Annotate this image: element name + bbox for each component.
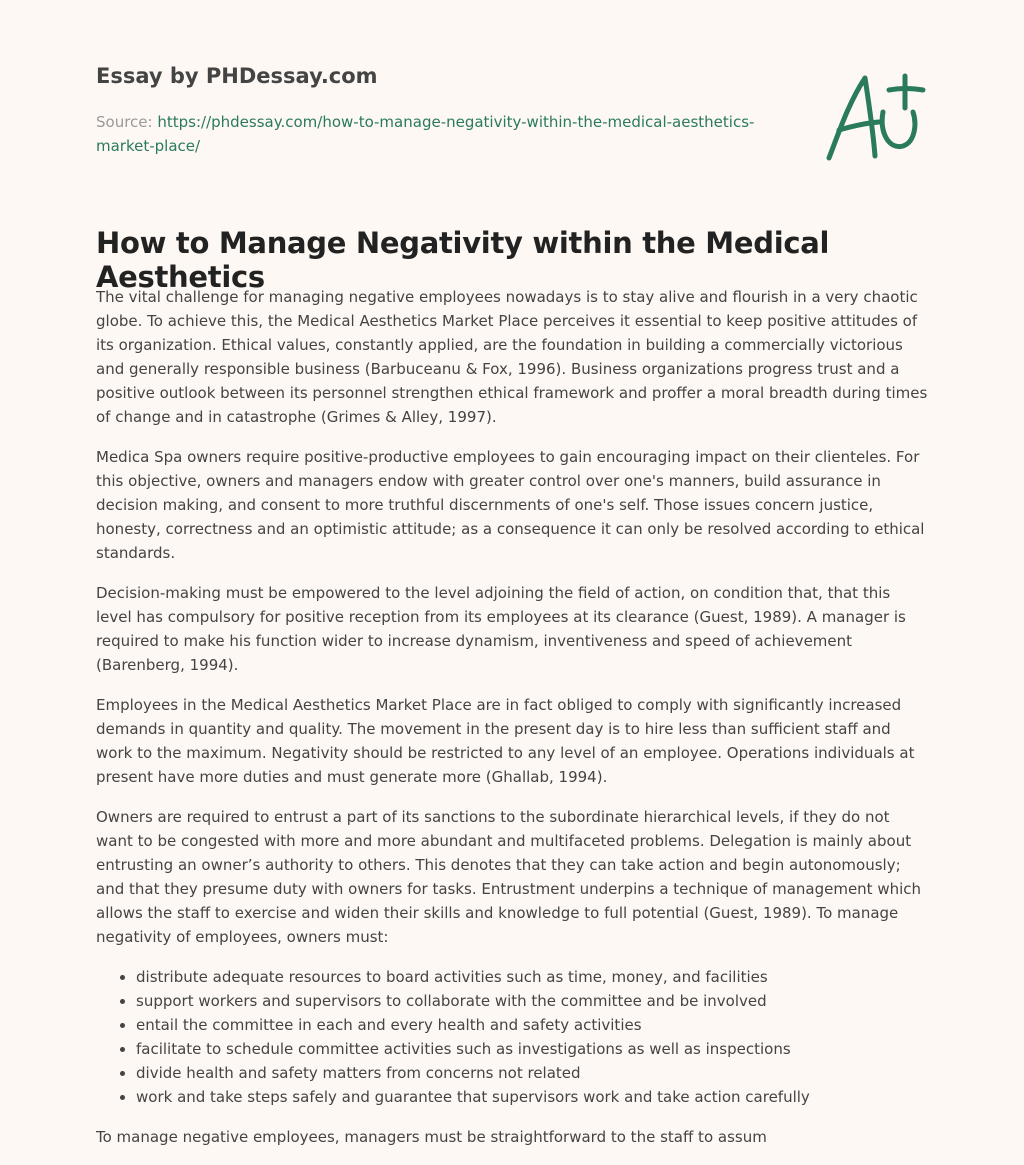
paragraph: The vital challenge for managing negative employees nowadays is to stay alive and flourish in a very chaotic globe. To achieve this, the Medical Aesthetics Market Place perceives it essential to keep positive attitudes of its organization. Ethical values, constantly applied, are the foundation in building a commercially victorious and generally responsible business (Barbuceanu & Fox, 1996). Business organizations progress trust and a positive outlook between its personnel strengthen ethical framework and proffer a moral breadth during times of change and in catastrophe (Grimes & Alley, 1997). — [96, 288, 928, 426]
list-item: • facilitate to schedule committee activities such as investigations as well as inspections — [136, 1037, 930, 1061]
paragraph: Owners are required to entrust a part of its sanctions to the subordinate hierarchical levels, if they do not want to be congested with more and more abundant and multifaceted problems. Delegation is mainly about entrusting an owner’s authority to others. This denotes that they can take action and begin autonomously; and that they presume duty with owners for tasks. Entrustment underpins a technique of management which allows the staff to exercise and widen their skills and knowledge to full potential (Guest, 1989). To manage negativity of employees, owners must: — [96, 808, 922, 946]
list-item: • work and take steps safely and guarantee that supervisors work and take action carefully — [136, 1085, 930, 1109]
article-body — [96, 285, 930, 1165]
paragraph: Employees in the Medical Aesthetics Market Place are in fact obliged to comply with significantly increased demands in quantity and quality. The movement in the present day is to hire less than sufficient staff and work to the maximum. Negativity should be restricted to any level of an employee. Operations individuals at present have more duties and must generate more (Ghallab, 1994). — [96, 696, 915, 786]
list-item: • distribute adequate resources to board activities such as time, money, and facilities — [136, 965, 930, 989]
list-item: • divide health and safety matters from concerns not related — [136, 1061, 930, 1085]
source-label: Source: — [96, 113, 153, 131]
list-item: • support workers and supervisors to collaborate with the committee and be involved — [136, 989, 930, 1013]
paragraph: Medica Spa owners require positive-productive employees to gain encouraging impact on their clienteles. For this objective, owners and managers endow with greater control over one's manners, build assurance in decision making, and consent to more truthful discernments of one's self. Those issues concern justice, honesty, correctness and an optimistic attitude; as a consequence it can only be resolved according to ethical standards. — [96, 448, 925, 562]
article-title: How to Manage Negativity within the Medical Aesthetics — [96, 226, 830, 294]
bullet-list — [96, 965, 930, 1109]
a-plus-logo-icon — [823, 68, 929, 166]
closing-paragraph: To manage negative employees, managers must be straightforward to the staff to assum — [96, 1128, 767, 1146]
paragraph: Decision-making must be empowered to the level adjoining the field of action, on condition that, that this level has compulsory for positive reception from its employees at its clearance (Guest, 1989). A manager is required to make his function wider to increase dynamism, inventiveness and speed of achievement (Barenberg, 1994). — [96, 584, 906, 674]
site-title: Essay by PHDessay.com — [96, 64, 378, 88]
list-item: • entail the committee in each and every health and safety activities — [136, 1013, 930, 1037]
source-line — [96, 110, 796, 158]
source-link[interactable]: https://phdessay.com/how-to-manage-negativity-within-the-medical-aesthetics-market-place/ — [96, 113, 755, 155]
